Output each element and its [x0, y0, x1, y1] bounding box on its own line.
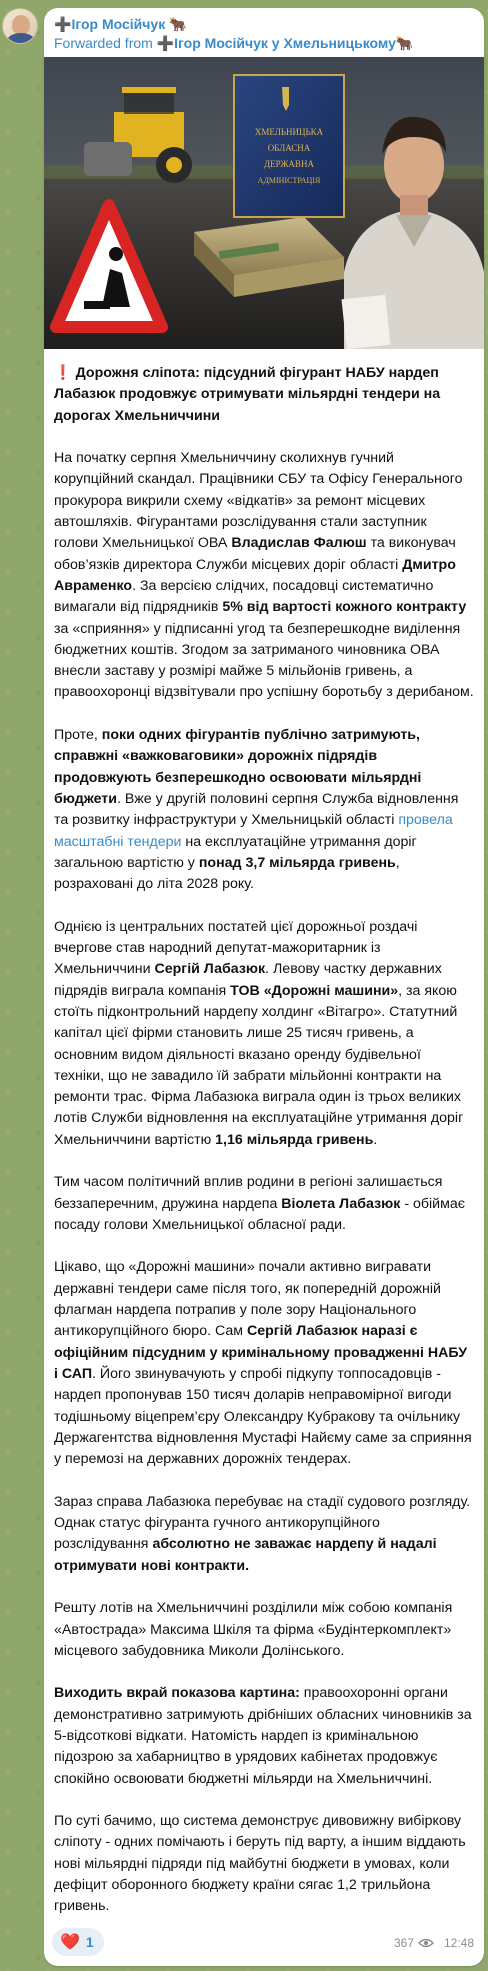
plus-icon: ➕ — [54, 16, 72, 32]
author-name[interactable] — [54, 15, 474, 33]
sign-line-3: ДЕРЖАВНА — [264, 159, 314, 169]
administration-sign — [234, 75, 344, 217]
post-title — [54, 363, 474, 427]
bold-span: Сергій Лабазюк наразі є офіційним підсудним у кримінальному провадженні НАБУ і САП — [54, 1323, 468, 1382]
bold-span: абсолютно не заважає нардепу й надалі отримувати нові контракти. — [54, 1536, 437, 1574]
message-header — [44, 8, 484, 53]
text-span: та виконувач обов’язків директора Служби місцевих доріг області — [54, 535, 456, 573]
text-span: . За версією слідчих, посадовці систематично вимагали від підрядників — [54, 577, 434, 616]
heart-icon: ❤️ — [60, 1934, 80, 1951]
paragraph-5 — [54, 1257, 474, 1470]
text-span: Зараз справа Лабазюка перебуває на стадії судового розгляду. Однак статус фігуранта гучного антикорупційного розслідування — [54, 1493, 471, 1553]
sign-line-1: ХМЕЛЬНИЦЬКА — [254, 127, 324, 137]
views-count: 367 — [393, 1936, 414, 1950]
post-title-text: Дорожня сліпота: підсудний фігурант НАБУ нардеп Лабазюк продовжує отримувати мільярдні тендери на дорогах Хмельниччини — [54, 365, 441, 424]
eye-icon — [418, 1938, 434, 1948]
reaction-heart[interactable] — [52, 1928, 104, 1956]
text-span: - обіймає посаду голови Хмельницької обласної ради. — [54, 1195, 465, 1233]
bold-span: Сергій Лабазюк — [154, 961, 266, 978]
text-span: . Вже у другій половині серпня Служба відновлення та розвитку інфраструктури у Хмельницькій області — [54, 790, 459, 829]
bull-icon: 🐂 — [169, 16, 187, 32]
paragraph-4 — [54, 1172, 474, 1236]
exclamation-icon: ❗ — [54, 365, 72, 381]
avatar-face — [12, 15, 30, 35]
text-span: Проте, — [54, 727, 102, 744]
text-span: На початку серпня Хмельниччину сколихнув гучний корупційний скандал. Працівники СБУ та Офісу Генерального прокурора викрили схему «відкатів» за ремонт місцевих автошляхів. Фігурантами розслідування стали заступник голови Хмельницької ОВА — [54, 450, 463, 552]
message-footer — [44, 1928, 484, 1956]
paragraph-1 — [54, 448, 474, 704]
author-name-text: Ігор Мосійчук — [71, 16, 166, 32]
channel-avatar[interactable] — [2, 8, 38, 44]
message-bubble — [44, 8, 484, 1966]
post-image[interactable] — [44, 57, 484, 349]
paragraph-2 — [54, 725, 474, 895]
text-span: Цікаво, що «Дорожні машини» почали активно вигравати державні тендери саме після того, як попередній дорожній флагман нардепа потрапив у поле зору Національного антикорупційного бюро. Сам — [54, 1259, 441, 1340]
message-time: 12:48 — [443, 1936, 474, 1950]
bold-span: понад 3,7 мільярда гривень — [198, 854, 396, 871]
forwarded-from[interactable] — [54, 33, 474, 53]
paragraph-6 — [54, 1492, 474, 1577]
paragraph-9 — [54, 1811, 474, 1917]
bold-span: Віолета Лабазюк — [281, 1195, 401, 1212]
text-span: правоохоронні органи демонстративно затримують дрібніших обласних чиновників за 5-відсоткові відкати. Натомість нардеп із кримінальною підозрою за хабарництво в урядових кабінетах продовжує спокійно освоювати бюджетні мільярди на Хмельниччині. — [54, 1685, 472, 1787]
text-span: Однією із центральних постатей цієї дорожньої роздачі вчергове став народний депутат-мажоритарник із Хмельниччини — [54, 918, 418, 978]
text-span: , за якою стоїть підконтрольний нардепу холдинг «Вітагро». Статутний капітал цієї фірми становить лише 25 тисяч гривень, а основним видом діяльності вказано оренду будівельної техніки, що не завадило їй забрати мільйонні контракти на ремонти трас. Фірма Лабазюка виграла один із трьох великих лотів Служби відновлення на експлуатаційне утримання доріг Хмельниччини вартістю — [54, 982, 464, 1148]
text-span: По суті бачимо, що система демонструє дивовижну вибіркову сліпоту - одних помічають і беруть під варту, а іншим віддають нові мільярдні підряди під майбутні бюджети в умовах, коли дефіцит оборонного бюджету країни сягає 1,2 трильйона гривень. — [54, 1813, 466, 1915]
bold-span: 5% від вартості кожного контракту — [222, 599, 467, 616]
plus-icon: ➕ — [156, 35, 175, 51]
bold-span: ТОВ «Дорожні машини» — [230, 982, 399, 999]
post-text — [44, 349, 484, 1918]
bold-span: Виходить вкрай показова картина: — [54, 1685, 300, 1702]
text-span: , розраховані до літа 2028 року. — [54, 854, 400, 893]
bold-span: поки одних фігурантів публічно затримують, справжні «важковаговики» дорожніх підрядів продовжують безперешкодно освоювати мільярдні бюджети — [54, 727, 422, 807]
text-span: . Його звинувачують у спробі підкупу топпосадовців - нардеп пропонував 150 тисяч доларів неправомірної вигоди тодішньому віцепрем’єру Олександру Кубракову та очільнику Держагентства відновлення Мустафі Найєму саме за сприяння у перемозі на державних дорожніх тендерах. — [54, 1365, 472, 1468]
bold-span: Владислав Фалюш — [231, 535, 367, 552]
text-span: на експлуатаційне утримання доріг загальною вартістю у — [54, 833, 417, 871]
avatar-shirt — [7, 33, 35, 44]
reaction-count: 1 — [85, 1934, 94, 1950]
text-span: . — [373, 1131, 378, 1148]
paragraph-8 — [54, 1683, 474, 1789]
tenders-link[interactable]: провела масштабні тендери — [54, 812, 453, 850]
bold-span: 1,16 мільярда гривень — [215, 1131, 374, 1148]
forwarded-label: Forwarded from — [54, 35, 153, 51]
text-span: . Левову частку державних підрядів виграла компанія — [54, 961, 442, 999]
text-span: Решту лотів на Хмельниччині розділили між собою компанія «Автострада» Максима Шкіля та фірма «Будінтеркомплект» місцевого забудовника Миколи Долінського. — [54, 1600, 453, 1659]
text-span: Тим часом політичний вплив родини в регіоні залишається беззаперечним, дружина нардепа — [54, 1174, 443, 1212]
bull-icon: 🐂 — [395, 35, 414, 51]
forwarded-source: Ігор Мосійчук у Хмельницькому — [174, 35, 396, 51]
paragraph-3 — [54, 917, 474, 1151]
sign-line-2: ОБЛАСНА — [267, 143, 311, 153]
message-meta — [394, 1936, 474, 1950]
paragraph-7 — [54, 1598, 474, 1662]
sign-line-4: АДМІНІСТРАЦІЯ — [257, 176, 321, 185]
bold-span: Дмитро Авраменко — [54, 556, 456, 594]
text-span: за «сприяння» у підписанні угод та безперешкодне виділення бюджетних коштів. Згодом за затриманого чиновника ОВА внесли заставу у розмірі майже 5 мільйонів гривень, а правоохоронці відзвітували про успішну боротьбу з дерибаном. — [54, 620, 474, 701]
